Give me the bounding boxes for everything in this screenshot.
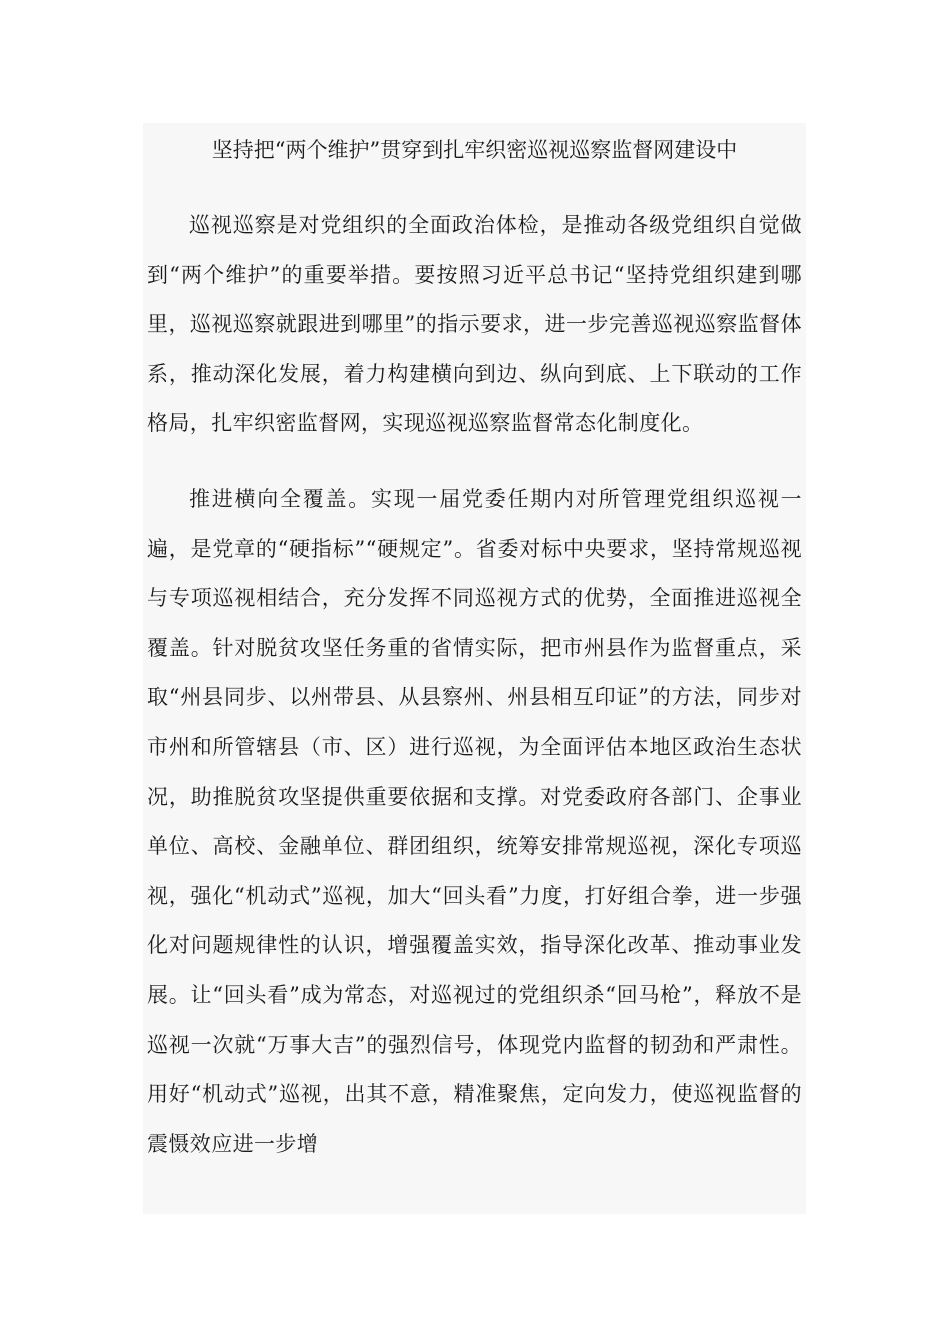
paragraph-intro: 巡视巡察是对党组织的全面政治体检，是推动各级党组织自觉做到“两个维护”的重要举措。要按照习近平总书记“坚持党组织建到哪里，巡视巡察就跟进到哪里”的指示要求，进一步完善巡视巡察监督体系，推动深化发展，着力构建横向到边、纵向到底、上下联动的工作格局，扎牢织密监督网，实现巡视巡察监督常态化制度化。 [147,213,802,436]
paragraph-horizontal-coverage: 推进横向全覆盖。实现一届党委任期内对所管理党组织巡视一遍，是党章的“硬指标”“硬规定”。省委对标中央要求，坚持常规巡视与专项巡视相结合，充分发挥不同巡视方式的优势，全面推进巡视全覆盖。针对脱贫攻坚任务重的省情实际，把市州县作为监督重点，采取“州县同步、以州带县、从县察州、州县相互印证”的方法，同步对市州和所管辖县（市、区）进行巡视，为全面评估本地区政治生态状况，助推脱贫攻坚提供重要依据和支撑。对党委政府各部门、企事业单位、高校、金融单位、群团组织，统筹安排常规巡视，深化专项巡视，强化“机动式”巡视，加大“回头看”力度，打好组合拳，进一步强化对问题规律性的认识，增强覆盖实效，指导深化改革、推动事业发展。让“回头看”成为常态，对巡视过的党组织杀“回马枪”，释放不是巡视一次就“万事大吉”的强烈信号，体现党内监督的韧劲和严肃性。用好“机动式”巡视，出其不意，精准聚焦，定向发力，使巡视监督的震慑效应进一步增 [147,486,802,1156]
document-title: 坚持把“两个维护”贯穿到扎牢织密巡视巡察监督网建设中 [211,138,738,162]
text-block [143,123,806,1214]
